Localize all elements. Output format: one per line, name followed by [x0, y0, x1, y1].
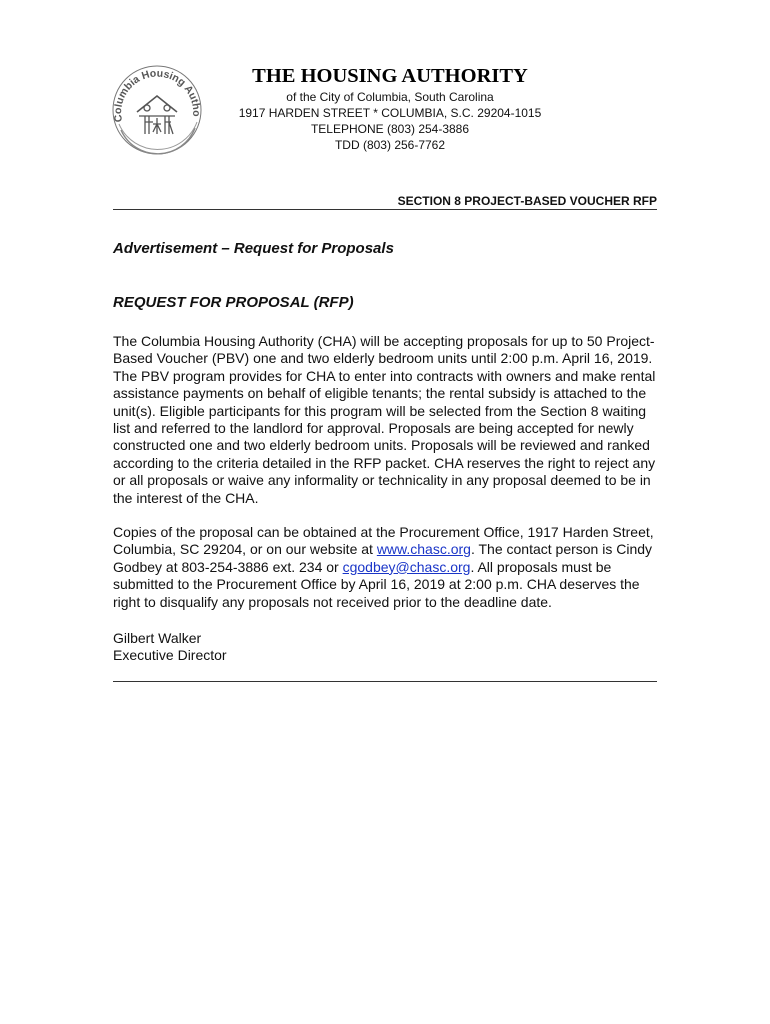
organization-address: 1917 HARDEN STREET * COLUMBIA, S.C. 29204-1015: [238, 106, 542, 120]
section-label: SECTION 8 PROJECT-BASED VOUCHER RFP: [397, 194, 657, 208]
rfp-heading: REQUEST FOR PROPOSAL (RFP): [113, 294, 354, 311]
letterhead: [228, 64, 552, 153]
rfp-paragraph-1: The Columbia Housing Authority (CHA) will be accepting proposals for up to 50 Project-Based Voucher (PBV) one and two elderly bedroom units until 2:00 p.m. April 16, 2019. The PBV program provides for CHA to enter into contracts with owners and make rental assistance payments on behalf of eligible tenants; the rental subsidy is attached to the unit(s). Eligible participants for this program will be selected from the Section 8 waiting list and referred to the landlord for approval. Proposals are being accepted for newly constructed one and two elderly bedroom units. Proposals will be reviewed and ranked according to the criteria detailed in the RFP packet. CHA reserves the right to reject any or all proposals or waive any informality or technicality in any proposal deemed to be in the interest of the CHA.: [113, 333, 656, 506]
housing-authority-logo: [111, 64, 203, 156]
website-link[interactable]: www.chasc.org: [376, 541, 471, 558]
organization-title: THE HOUSING AUTHORITY: [252, 65, 528, 87]
organization-telephone: TELEPHONE (803) 254-3886: [310, 122, 470, 136]
email-link[interactable]: cgodbey@chasc.org: [342, 558, 471, 575]
paragraph-2-text-a: Copies of the proposal can be obtained at the Procurement Office, 1917 Harden Street, Columbia, SC 29204, or on our website at: [113, 524, 654, 558]
organization-tdd: TDD (803) 256-7762: [334, 138, 446, 152]
rfp-paragraph-2: [113, 524, 661, 611]
paragraph-2-text-c: . All proposals must be submitted to the Procurement Office by April 16, 2019 at 2:00 p.m. CHA deserves the right to disqualify any proposals not received prior to the deadline date.: [113, 558, 640, 610]
advertisement-heading: Advertisement – Request for Proposals: [113, 240, 394, 257]
signature-block: [113, 630, 227, 665]
header-divider: [113, 209, 657, 210]
svg-text:Columbia Housing Authority: Columbia Housing Autho: [112, 67, 203, 123]
footer-divider: [113, 681, 657, 682]
organization-subtitle: of the City of Columbia, South Carolina: [286, 90, 494, 104]
signatory-title: Executive Director: [113, 647, 227, 664]
signatory-name: Gilbert Walker: [113, 630, 202, 646]
paragraph-2-text-b: . The contact person is Cindy Godbey at 803-254-3886 ext. 234 or: [113, 541, 653, 575]
